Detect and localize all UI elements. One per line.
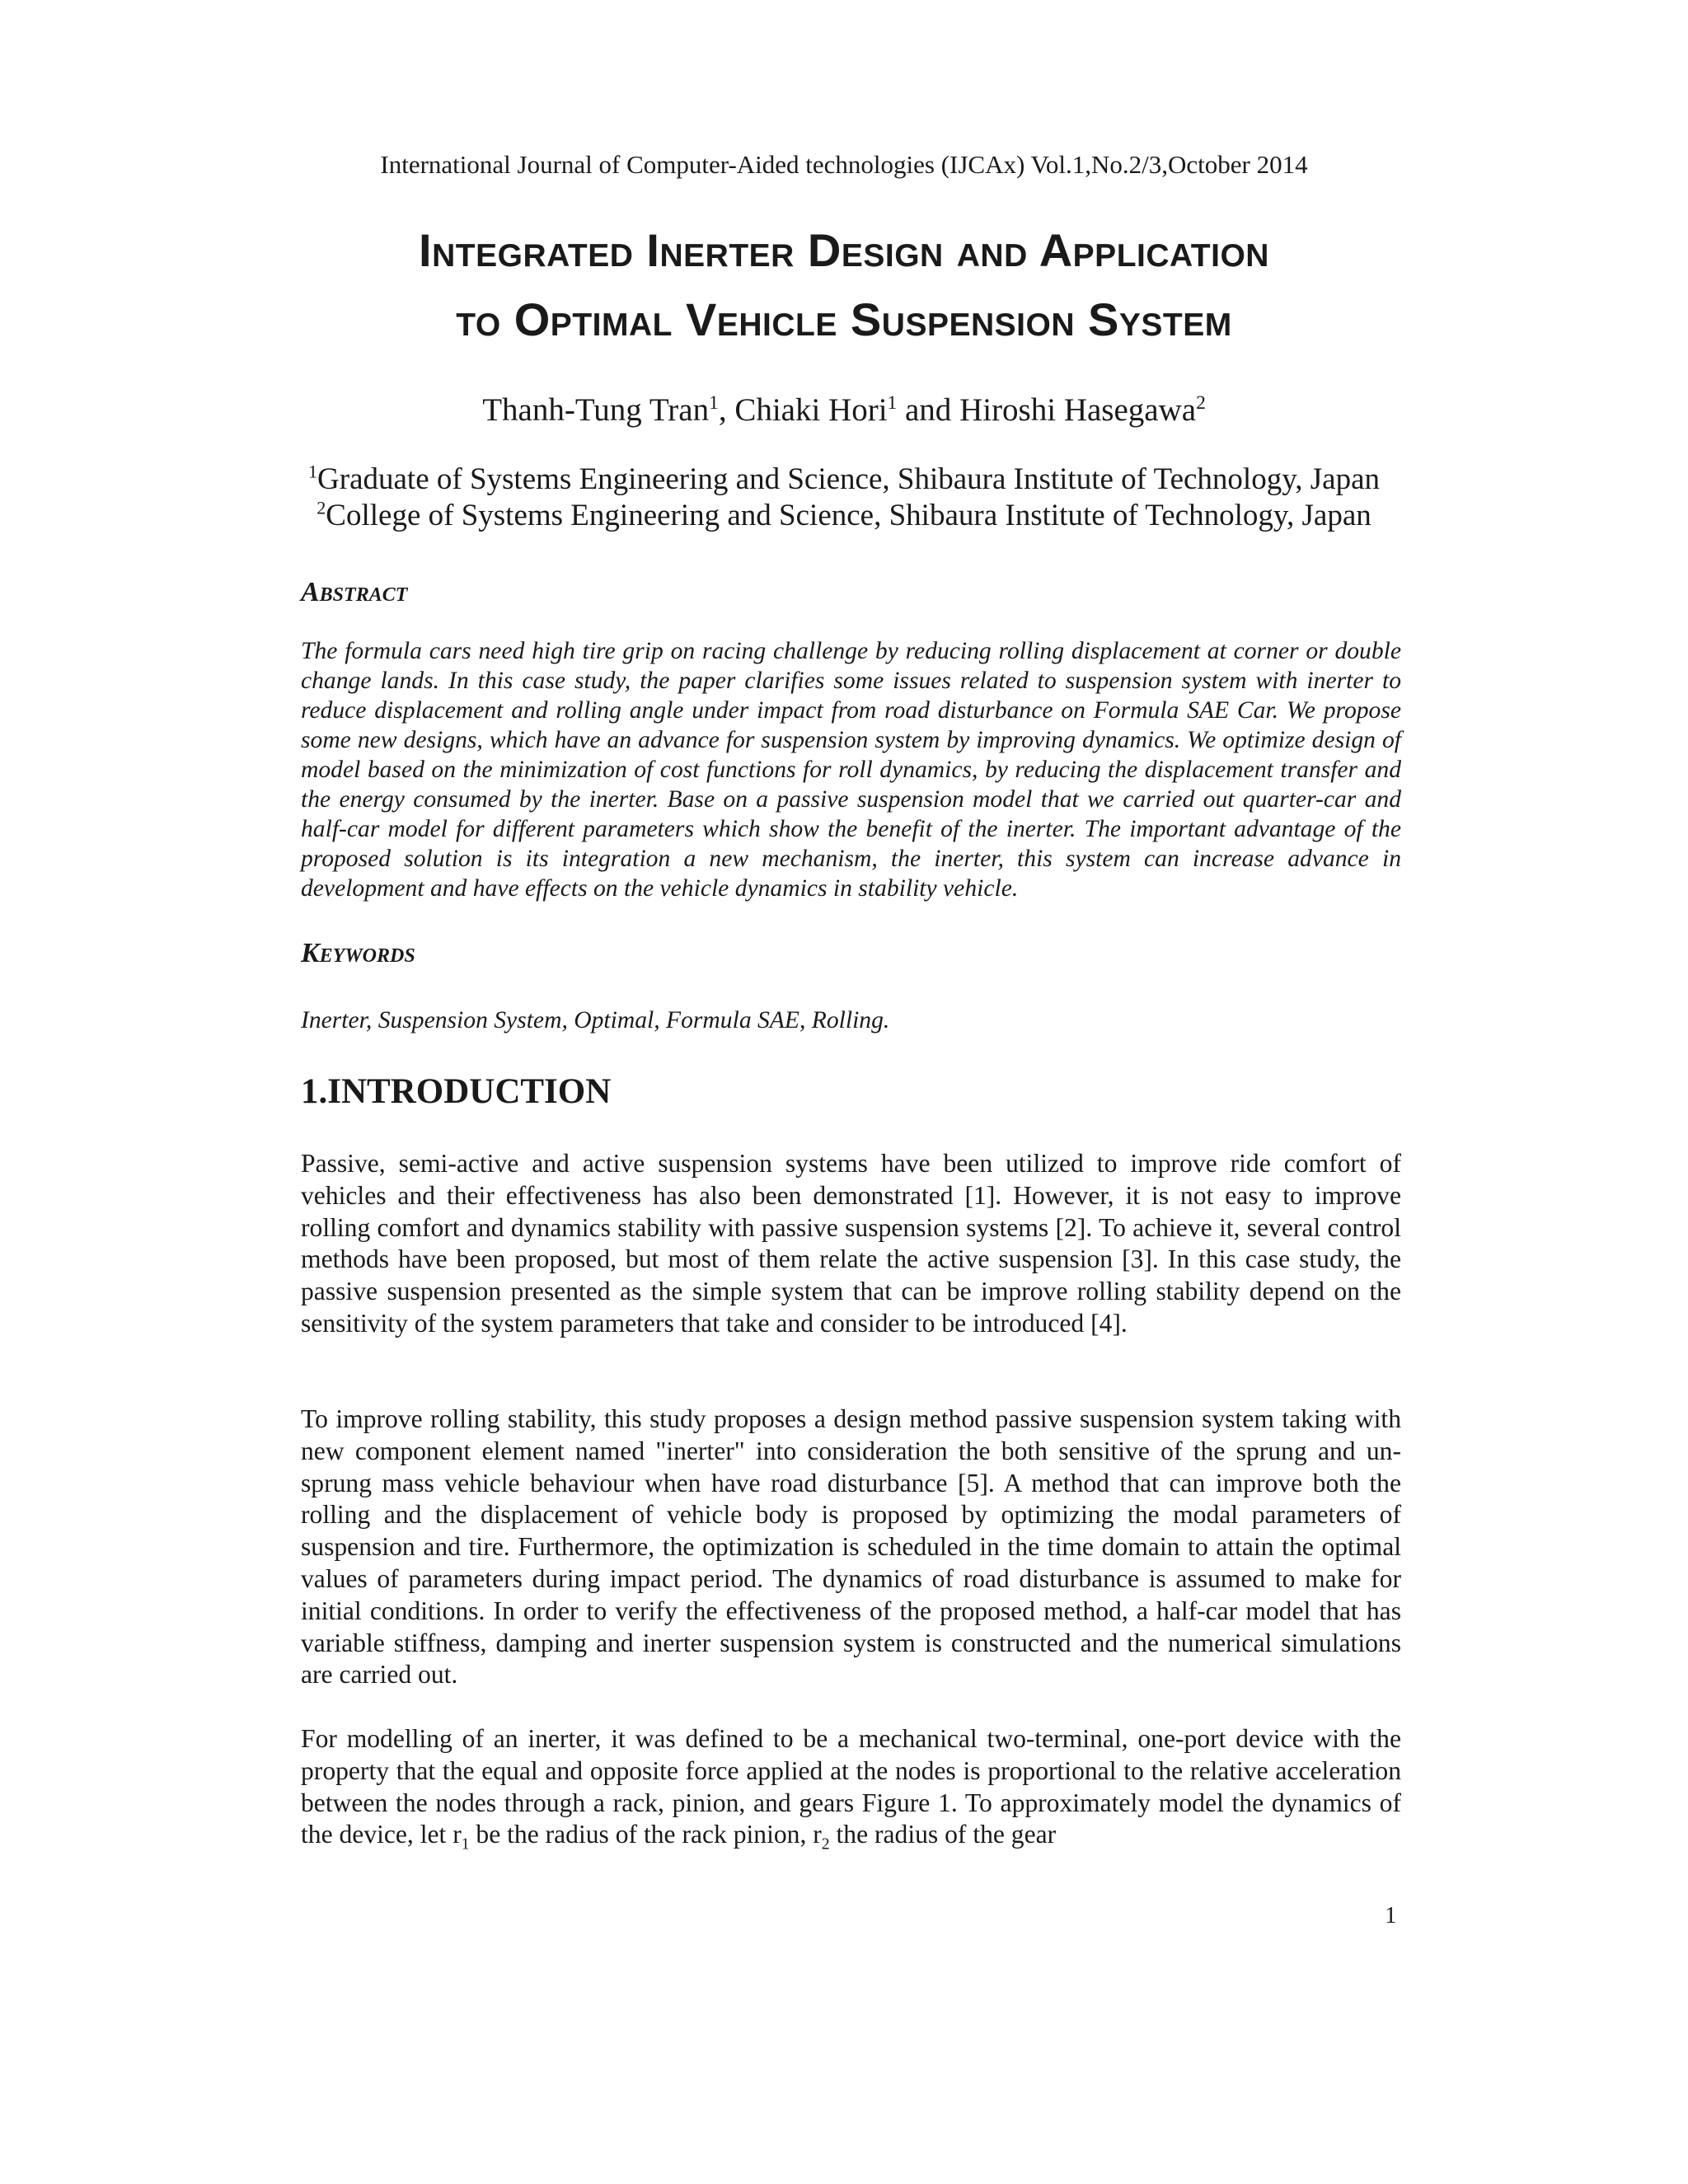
abstract-text: The formula cars need high tire grip on racing challenge by reducing rolling displacement at corner or double change lands. In this case study, the paper clarifies some issues related to suspension system with inerter to reduce displacement and rolling angle under impact from road disturbance on Formula SAE Car. We propose some new designs, which have an advance for suspension system by improving dynamics. We optimize design of model based on the minimization of cost functions for roll dynamics, by reducing the displacement transfer and the energy consumed by the inerter. Base on a passive suspension model that we carried out quarter-car and half-car model for different parameters which show the benefit of the inerter. The important advantage of the proposed solution is its integration a new mechanism, the inerter, this system can increase advance in development and have effects on the vehicle dynamics in stability vehicle. (301, 638, 1401, 902)
journal-header: International Journal of Computer-Aided technologies (IJCAx) Vol.1,No.2/3,October 2014 (380, 150, 1308, 179)
keywords-text: Inerter, Suspension System, Optimal, Formula SAE, Rolling. (301, 1007, 890, 1033)
intro-paragraph-1: Passive, semi-active and active suspension systems have been utilized to improve ride comfort of vehicles and their effectiveness has also been demonstrated [1]. However, it is not easy to improve rolling comfort and dynamics stability with passive suspension systems [2]. To achieve it, several control methods have been proposed, but most of them relate the active suspension [3]. In this case study, the passive suspension presented as the simple system that can be improve rolling stability depend on the sensitivity of the system parameters that take and consider to be introduced [4]. (301, 1149, 1401, 1338)
author-name: Thanh-Tung Tran (482, 392, 710, 428)
subscript: 1 (461, 1835, 470, 1854)
paragraph-text: the radius of the gear (829, 1820, 1057, 1849)
keywords-heading: Keywords (301, 938, 415, 968)
page-number: 1 (1385, 1902, 1397, 1929)
author-name: Chiaki Hori (734, 392, 888, 428)
affiliation-mark: 1 (307, 461, 318, 482)
paper-title (0, 216, 1688, 354)
intro-paragraph-3 (301, 1723, 1401, 1854)
affiliation-mark: 1 (887, 392, 898, 414)
affiliation-text: College of Systems Engineering and Science, Shibaura Institute of Technology, Japan (326, 499, 1372, 532)
title-line-2: to Optimal Vehicle Suspension System (456, 293, 1232, 345)
author-separator: , (718, 392, 735, 428)
affiliation-mark: 2 (1196, 392, 1206, 414)
paragraph-text: For modelling of an inerter, it was defined to be a mechanical two-terminal, one-port device with the property that the equal and opposite force applied at the nodes is proportional to the relative acceleration between the nodes through a rack, pinion, and gears Figure 1. To approximately model the dynamics of the device, let r (301, 1724, 1401, 1849)
title-line-1: Integrated Inerter Design and Application (419, 224, 1269, 276)
affiliation-line (0, 498, 1688, 534)
affiliation-mark: 1 (709, 392, 719, 414)
affiliation-line (0, 462, 1688, 498)
paragraph-text: be the radius of the rack pinion, r (469, 1820, 822, 1849)
section-heading-introduction: 1.INTRODUCTION (301, 1072, 612, 1111)
intro-paragraph-2: To improve rolling stability, this study proposes a design method passive suspension system taking with new component element named "inerter" into consideration the both sensitive of the sprung and un-sprung mass vehicle behaviour when have road disturbance [5]. A method that can improve both the rolling and the displacement of vehicle body is proposed by optimizing the modal parameters of suspension and tire. Furthermore, the optimization is scheduled in the time domain to attain the optimal values of parameters during impact period. The dynamics of road disturbance is assumed to make for initial conditions. In order to verify the effectiveness of the proposed method, a half-car model that has variable stiffness, damping and inerter suspension system is constructed and the numerical simulations are carried out. (301, 1404, 1401, 1690)
affiliations (0, 462, 1688, 534)
abstract-heading: Abstract (301, 577, 408, 607)
subscript: 2 (821, 1835, 830, 1854)
author-separator: and (897, 392, 960, 428)
affiliation-text: Graduate of Systems Engineering and Science, Shibaura Institute of Technology, Japan (317, 462, 1381, 496)
affiliation-mark: 2 (316, 497, 326, 518)
author-list (0, 391, 1688, 429)
author-name: Hiroshi Hasegawa (959, 392, 1197, 428)
